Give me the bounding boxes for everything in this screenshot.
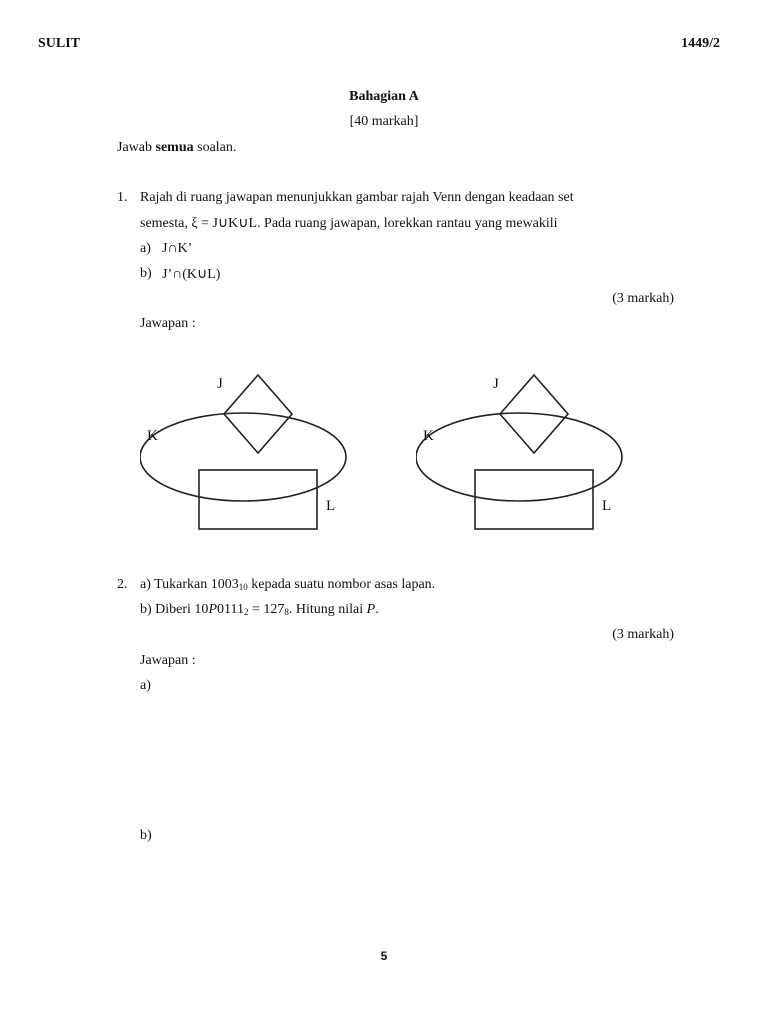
set-k-ellipse: [140, 413, 346, 501]
q2-b-base1: 2: [243, 607, 249, 617]
set-j-label: J: [493, 376, 499, 392]
set-k-ellipse: [416, 413, 622, 501]
q2-b-prefix: b) Diberi 10: [140, 602, 209, 617]
q1-answer-label: Jawapan :: [140, 316, 196, 331]
section-marks: [40 markah]: [349, 114, 419, 129]
set-k-label: K: [147, 428, 158, 444]
instruction-prefix: Jawab: [117, 140, 152, 155]
set-k-label: K: [423, 428, 434, 444]
q2-number: 2.: [117, 577, 128, 592]
set-j-label: J: [217, 376, 223, 392]
q2-b-hitung: . Hitung nilai: [288, 602, 367, 617]
q2-a-answer-label: a): [140, 678, 151, 693]
q1-a-label: a): [140, 241, 151, 256]
q2-b-base2: 8: [284, 607, 289, 617]
q1-marks: (3 markah): [612, 291, 674, 306]
page-number: 5: [380, 949, 388, 963]
header-left: SULIT: [38, 36, 81, 51]
q2-b-answer-label: b): [140, 828, 152, 843]
q2-b-eq: = 127: [248, 602, 285, 617]
section-title: Bahagian A: [349, 89, 419, 104]
q1-b-text: J’∩(K∪L): [162, 267, 221, 282]
q1-line1: Rajah di ruang jawapan menunjukkan gambar rajah Venn dengan keadaan set: [140, 190, 574, 205]
header-right: 1449/2: [681, 36, 720, 51]
q2-marks: (3 markah): [612, 627, 674, 642]
q1-a-text: J∩K’: [162, 241, 193, 256]
set-l-label: L: [602, 498, 612, 514]
q2-b-mid: 0111: [217, 602, 244, 617]
q2-a-suffix: kepada suatu nombor asas lapan.: [247, 577, 436, 592]
set-l-label: L: [326, 498, 336, 514]
q2-b-var: P: [208, 602, 217, 617]
q2-part-b: [140, 602, 379, 618]
q2-answer-label: Jawapan :: [140, 653, 196, 668]
q2-b-end: .: [375, 602, 379, 617]
q2-a-prefix: a) Tukarkan 1003: [140, 577, 239, 592]
instruction: [117, 140, 236, 156]
q2-b-var2: P: [366, 602, 376, 617]
q2-part-a: [140, 577, 435, 593]
q2-a-base: 10: [238, 582, 248, 592]
instruction-suffix: soalan.: [197, 140, 237, 155]
venn-diagram-1: [140, 366, 360, 540]
q1-number: 1.: [117, 190, 128, 205]
q1-b-label: b): [140, 266, 152, 281]
venn-diagram-2: [416, 366, 636, 540]
q1-line2: semesta, ξ = J∪K∪L. Pada ruang jawapan, lorekkan rantau yang mewakili: [140, 216, 558, 231]
instruction-bold: semua: [155, 140, 194, 155]
